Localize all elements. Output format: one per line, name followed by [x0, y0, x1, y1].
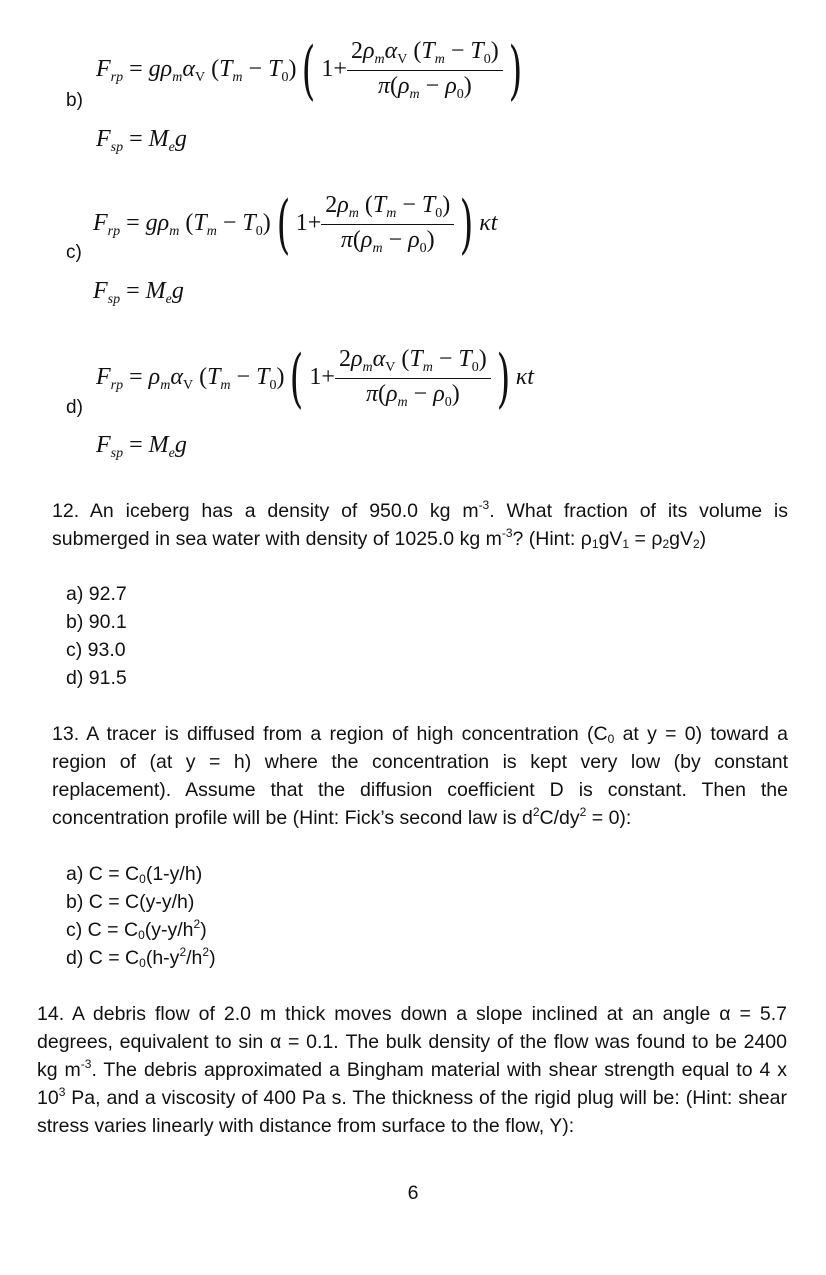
question-12-options [66, 580, 127, 692]
option-d-fsp-equation: $F_{sp} = M_eg$ [96, 432, 187, 461]
q13-option-b: b) C = C(y-y/h) [66, 891, 195, 913]
q13-option-c: c) $C = C_0(y-y/h^2)$ [66, 917, 207, 942]
question-14: 14. A debris flow of 2.0 m thick moves down a slope inclined at an angle α = 5.7 degrees, equivalent to sin α = 0.1. The bulk density of the flow was found to be 2400 kg $m^{-3}$. The debris approximated a Bingham material with shear strength equal to 4 x $10^3$ Pa, and a viscosity of 400 Pa s. The thickness of the rigid plug will be: (Hint: shear stress varies linearly with distance from surface to the flow, Y): [37, 1003, 787, 1137]
option-c-frp-equation: $F_{rp} = g\rho_m$ $(T_m - T_0)$( 1+ $\frac{2\rho_m (T_m - T_0)}{\pi(\rho_m - \rho_0)}$ ) κt [93, 187, 498, 262]
option-d-frp-equation: $F_{rp} = \rho_m\alpha_V$ $(T_m - T_0)$( 1+ $\frac{2\rho_m\alpha_V (T_m - T_0)}{\pi(\rho_m - \rho_0)}$ ) κt [96, 341, 534, 416]
option-c-kt: κt [479, 210, 498, 237]
q12-option-a: a) 92.7 [66, 583, 127, 605]
q13-option-d: d) $C = C_0(h-y^2/h^2)$ [66, 945, 216, 970]
question-12: 12. An iceberg has a density of 950.0 kg $m^{-3}$. What fraction of its volume is submerged in sea water with density of 1025.0 kg $m^{-3}$? (Hint: $\rho_1gV_1 = \rho_2gV_2$) [52, 498, 788, 551]
q12-option-b: b) 90.1 [66, 611, 127, 633]
page-number: 6 [407, 1182, 419, 1204]
q12-option-d: d) 91.5 [66, 667, 127, 689]
option-b-fsp-equation: $F_{sp} = M_eg$ [96, 126, 187, 155]
q13-option-a: a) $C = C_0(1-y/h)$ [66, 863, 203, 886]
question-13-options [66, 860, 216, 972]
option-d-letter: d) [66, 397, 83, 418]
option-b-frp-equation: $F_{rp} = g\rho_m\alpha_V$ $(T_m - T_0)$( 1+ $\frac{2\rho_m\alpha_V (T_m - T_0)}{\pi(\rho_m - \rho_0)}$ ) [96, 33, 523, 108]
question-13: 13. A tracer is diffused from a region of high concentration ($C_0$ at y = 0) toward a region of (at y = h) where the concentration is kept very low (by constant replacement). Assume that the diffusion coefficient D is constant. Then the concentration profile will be (Hint: Fick’s second law is $d^2C/dy^2 = 0$): [52, 723, 789, 829]
q12-option-c: c) 93.0 [66, 639, 126, 661]
option-b-letter: b) [66, 90, 83, 111]
option-c-fsp-equation: $F_{sp} = M_eg$ [93, 278, 184, 307]
option-d-kt: κt [515, 364, 534, 391]
option-c-letter: c) [66, 242, 82, 263]
